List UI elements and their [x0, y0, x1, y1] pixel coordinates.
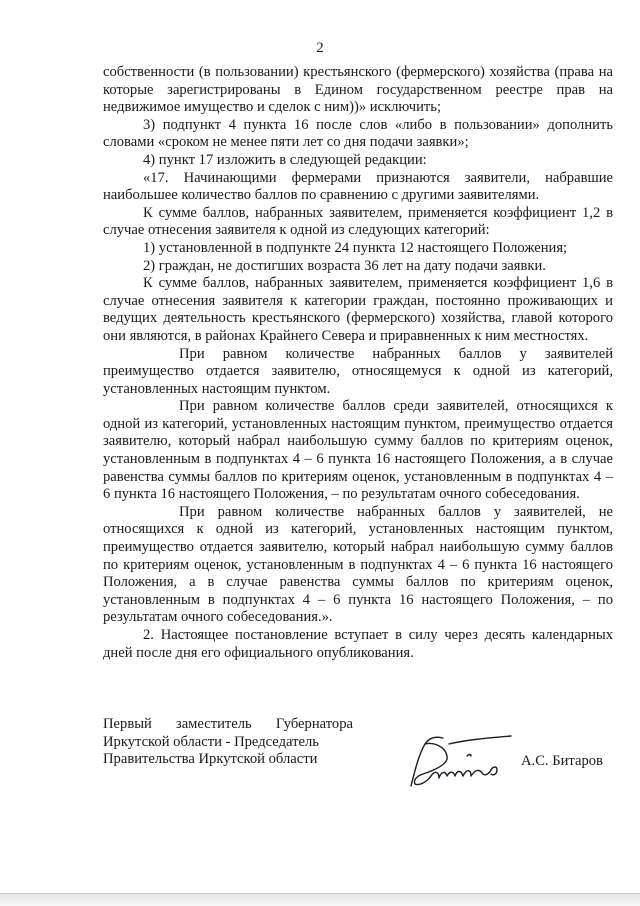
signatory-title-line-3: Правительства Иркутской области	[103, 751, 318, 768]
paragraph-3: 4) пункт 17 изложить в следующей редакции:	[143, 151, 427, 168]
paragraph-7: 2) граждан, не достигших возраста 36 лет на дату подачи заявки.	[143, 257, 546, 274]
paragraph-2: 3) подпункт 4 пункта 16 после слов «либо в пользовании» дополнить словами «сроком не менее пяти лет со дня подачи заявки»;	[103, 116, 613, 151]
paragraph-11: При равном количестве набранных баллов у заявителей, не относящихся к одной из категорий, установленных настоящим пунктом, преимущество отдается заявителю, который набрал наибольшую сумму баллов по критериям оценок, установленным в подпунктах 4 – 6 пункта 16 настоящего Положения, а в случае равенства суммы баллов по критериям оценок, установленным в подпунктах 4 – 6 пункта 16 настоящего Положения, – по результатам очного собеседования.».	[103, 503, 613, 626]
paragraph-9: При равном количестве набранных баллов у заявителей преимущество отдается заявителю, относящемуся к одной из категорий, установленных настоящим пунктом.	[103, 345, 613, 397]
paragraph-8: К сумме баллов, набранных заявителем, применяется коэффициент 1,6 в случае отнесения заявителя к категории граждан, постоянно проживающих и ведущих деятельность крестьянского (фермерского) хозяйства, главой которого они являются, в районах Крайнего Севера и приравненных к ним местностях.	[103, 275, 613, 344]
signatory-title-line-2: Иркутской области - Председатель	[103, 733, 319, 750]
paragraph-4: «17. Начинающими фермерами признаются заявители, набравшие наибольшее количество баллов по сравнению с другими заявителями.	[103, 169, 613, 204]
signatory-name: А.С. Битаров	[521, 753, 603, 769]
handwritten-signature	[405, 726, 515, 790]
paragraph-5: К сумме баллов, набранных заявителем, применяется коэффициент 1,2 в случае отнесения заявителя к одной из следующих категорий:	[103, 204, 613, 239]
signature-block	[103, 716, 613, 796]
signatory-title-line-1: Первый заместитель Губернатора	[103, 716, 353, 732]
paragraph-10: При равном количестве баллов среди заявителей, относящихся к одной из категорий, установленных настоящим пунктом, преимущество отдается заявителю, который набрал наибольшую сумму баллов по критериям оценок, установленным в подпунктах 4 – 6 пункта 16 настоящего Положения, а в случае равенства суммы баллов по критериям оценок, установленным в подпунктах 4 – 6 пункта 16 настоящего Положения, – по результатам очного собеседования.	[103, 398, 613, 503]
signatory-title	[103, 716, 353, 769]
paragraph-6: 1) установленной в подпункте 24 пункта 12 настоящего Положения;	[143, 239, 568, 256]
document-body	[103, 64, 613, 662]
scan-bottom-edge	[0, 893, 640, 906]
paragraph-12: 2. Настоящее постановление вступает в силу через десять календарных дней после дня его официального опубликования.	[103, 627, 613, 661]
paragraph-1: собственности (в пользовании) крестьянского (фермерского) хозяйства (права на которые зарегистрированы в Едином государственном реестре прав на недвижимое имущество и сделок с ним))» исключить;	[103, 64, 613, 116]
page-number: 2	[316, 40, 324, 56]
